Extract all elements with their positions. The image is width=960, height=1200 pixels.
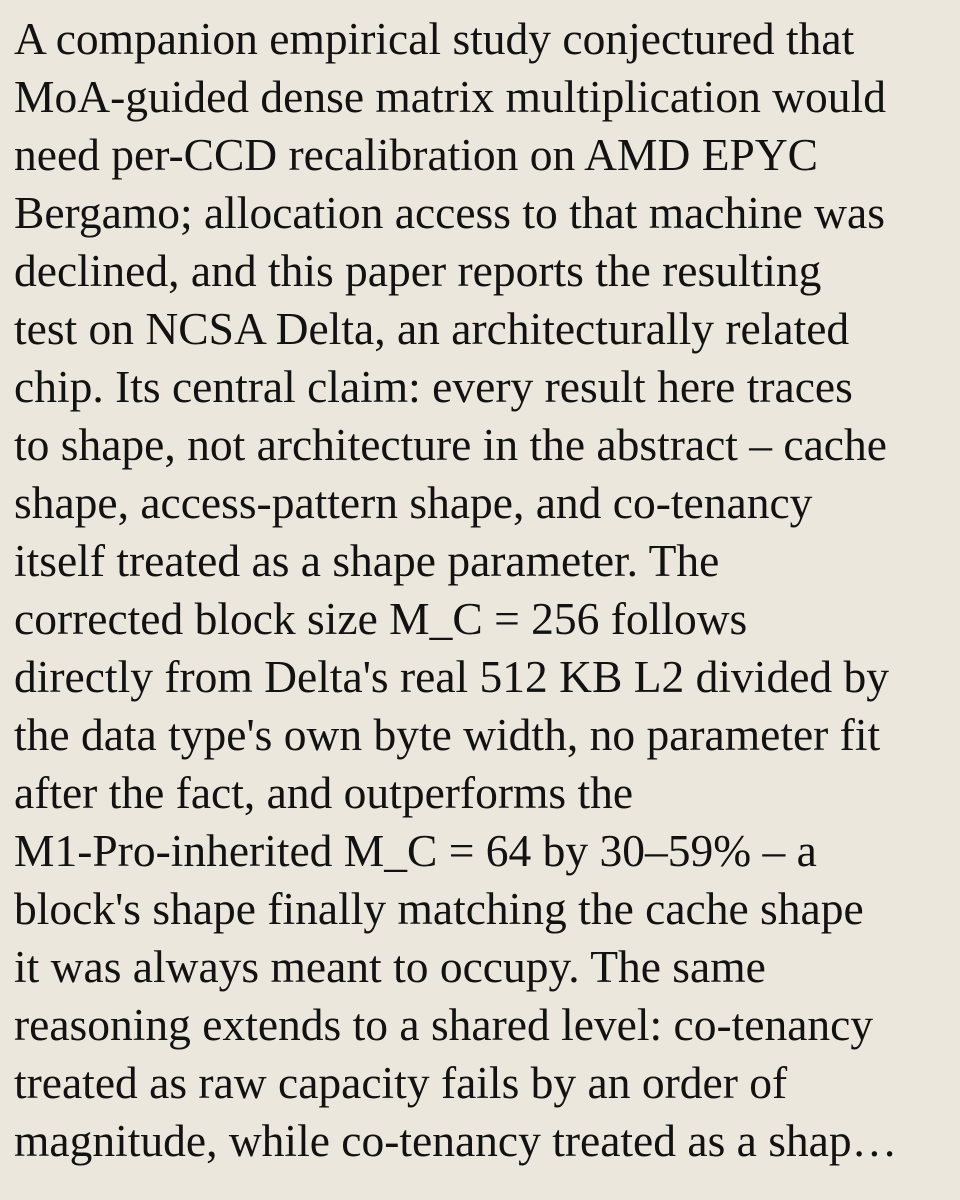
text-line-3: need per-CCD recalibration on AMD EPYC: [14, 129, 819, 180]
body-paragraph: [14, 10, 946, 1170]
text-line-15: M1-Pro-inherited M_C = 64 by 30–59% – a: [14, 825, 817, 876]
text-line-12: directly from Delta's real 512 KB L2 divided by: [14, 651, 890, 702]
text-line-19: treated as raw capacity fails by an order of: [14, 1057, 788, 1108]
text-line-17: it was always meant to occupy. The same: [14, 941, 766, 992]
text-line-6: test on NCSA Delta, an architecturally related: [14, 303, 850, 354]
text-line-4: Bergamo; allocation access to that machine was: [14, 187, 885, 238]
text-line-9: shape, access-pattern shape, and co-tenancy: [14, 477, 813, 528]
text-line-8: to shape, not architecture in the abstract – cache: [14, 419, 887, 470]
text-line-1: A companion empirical study conjectured that: [14, 13, 855, 64]
text-line-5: declined, and this paper reports the resulting: [14, 245, 822, 296]
text-line-16: block's shape finally matching the cache shape: [14, 883, 864, 934]
text-line-14: after the fact, and outperforms the: [14, 767, 634, 818]
text-line-18: reasoning extends to a shared level: co-tenancy: [14, 999, 874, 1050]
text-line-2: MoA-guided dense matrix multiplication would: [14, 71, 886, 122]
text-line-20: magnitude, while co-tenancy treated as a shap…: [14, 1115, 898, 1166]
text-line-7: chip. Its central claim: every result here traces: [14, 361, 853, 412]
text-line-13: the data type's own byte width, no parameter fit: [14, 709, 881, 760]
text-line-10: itself treated as a shape parameter. The: [14, 535, 720, 586]
text-line-11: corrected block size M_C = 256 follows: [14, 593, 748, 644]
